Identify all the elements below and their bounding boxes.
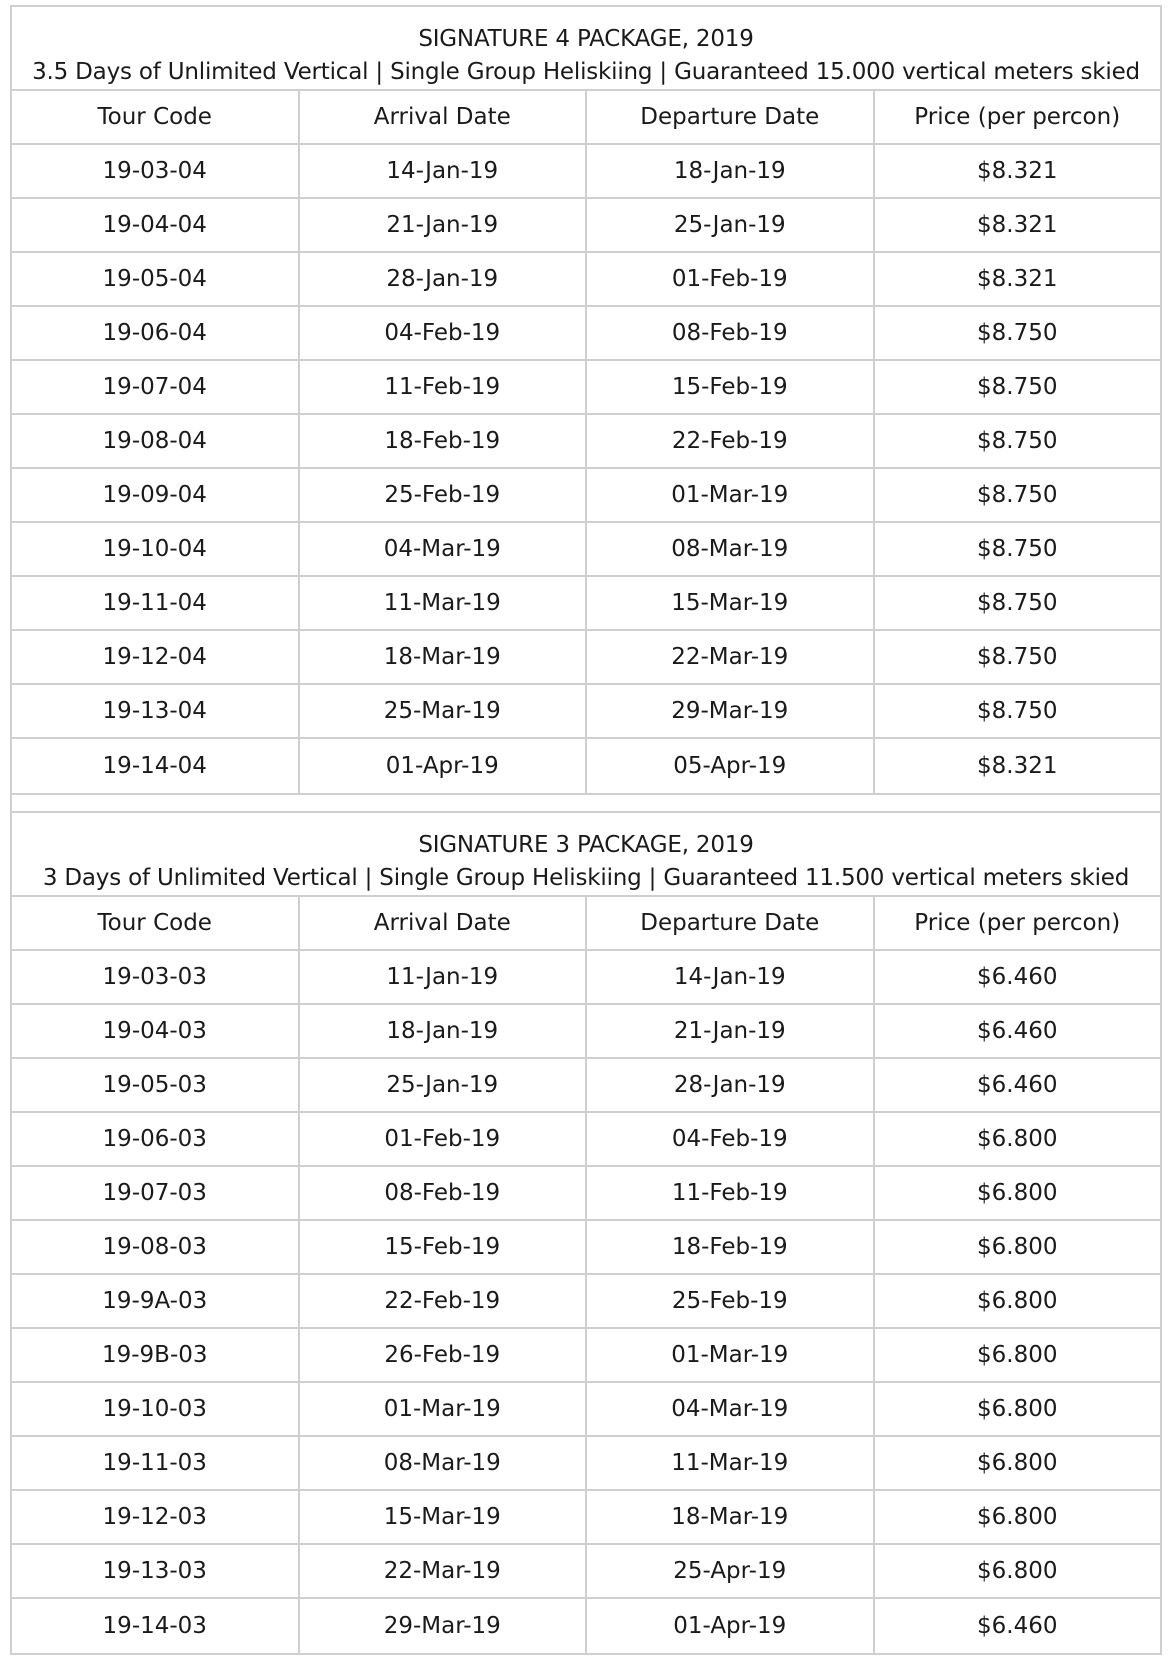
departure-date-header: Departure Date (587, 897, 875, 949)
tour-code-cell: 19-13-04 (12, 685, 300, 737)
arrival-date-cell: 18-Feb-19 (300, 415, 588, 467)
tour-code-cell: 19-10-03 (12, 1383, 300, 1435)
arrival-date-cell: 22-Feb-19 (300, 1275, 588, 1327)
price-cell: $8.750 (977, 536, 1058, 562)
tour-code-cell: 19-07-03 (12, 1167, 300, 1219)
arrival-date-cell: 11-Jan-19 (300, 951, 588, 1003)
arrival-date-cell: 26-Feb-19 (300, 1329, 588, 1381)
arrival-date-cell: 25-Feb-19 (300, 469, 588, 521)
table-row (12, 469, 1160, 523)
arrival-date-cell: 25-Mar-19 (300, 685, 588, 737)
package-table (12, 897, 1160, 1653)
table-header-row (12, 897, 1160, 951)
arrival-date-cell: 22-Mar-19 (300, 1545, 588, 1597)
table-row (12, 523, 1160, 577)
departure-date-cell: 11-Mar-19 (587, 1437, 875, 1489)
departure-date-cell: 18-Jan-19 (587, 145, 875, 197)
price-cell: $8.750 (977, 590, 1058, 616)
price-cell: $8.750 (977, 482, 1058, 508)
table-row (12, 1491, 1160, 1545)
arrival-date-cell: 01-Apr-19 (300, 739, 588, 793)
table-row (12, 361, 1160, 415)
price-cell: $8.321 (977, 266, 1058, 292)
price-cell: $8.750 (977, 698, 1058, 724)
departure-date-cell: 25-Apr-19 (587, 1545, 875, 1597)
arrival-date-cell: 21-Jan-19 (300, 199, 588, 251)
arrival-date-cell: 25-Jan-19 (300, 1059, 588, 1111)
package-title: SIGNATURE 4 PACKAGE, 2019 (418, 26, 754, 52)
arrival-date-cell: 11-Mar-19 (300, 577, 588, 629)
tour-code-cell: 19-03-04 (12, 145, 300, 197)
tour-code-cell: 19-9B-03 (12, 1329, 300, 1381)
package-table (12, 91, 1160, 793)
price-cell: $6.800 (977, 1558, 1058, 1584)
package-subtitle: 3 Days of Unlimited Vertical | Single Group Heliskiing | Guaranteed 11.500 vertical meters skied (42, 865, 1130, 891)
price-cell: $6.460 (977, 964, 1058, 990)
price-cell: $8.750 (977, 644, 1058, 670)
tour-code-cell: 19-14-03 (12, 1599, 300, 1653)
table-row (12, 253, 1160, 307)
price-cell: $6.800 (977, 1126, 1058, 1152)
price-cell: $6.800 (977, 1180, 1058, 1206)
table-row (12, 415, 1160, 469)
arrival-date-cell: 11-Feb-19 (300, 361, 588, 413)
tour-code-cell: 19-12-03 (12, 1491, 300, 1543)
departure-date-cell: 15-Feb-19 (587, 361, 875, 413)
departure-date-cell: 25-Jan-19 (587, 199, 875, 251)
table-row (12, 1383, 1160, 1437)
price-cell: $6.460 (977, 1613, 1058, 1639)
tour-code-cell: 19-9A-03 (12, 1275, 300, 1327)
table-row (12, 1599, 1160, 1653)
departure-date-cell: 18-Feb-19 (587, 1221, 875, 1273)
package-title: SIGNATURE 3 PACKAGE, 2019 (418, 832, 754, 858)
table-row (12, 1221, 1160, 1275)
arrival-date-cell: 08-Feb-19 (300, 1167, 588, 1219)
table-row (12, 1437, 1160, 1491)
departure-date-cell: 22-Feb-19 (587, 415, 875, 467)
table-row (12, 685, 1160, 739)
price-header: Price (per percon) (914, 104, 1121, 130)
arrival-date-cell: 01-Feb-19 (300, 1113, 588, 1165)
signature-4-package (12, 7, 1160, 793)
arrival-date-header: Arrival Date (300, 91, 588, 143)
arrival-date-cell: 18-Jan-19 (300, 1005, 588, 1057)
price-cell: $6.800 (977, 1288, 1058, 1314)
table-row (12, 1545, 1160, 1599)
tour-code-cell: 19-13-03 (12, 1545, 300, 1597)
departure-date-cell: 01-Mar-19 (587, 1329, 875, 1381)
arrival-date-cell: 28-Jan-19 (300, 253, 588, 305)
departure-date-cell: 22-Mar-19 (587, 631, 875, 683)
table-row (12, 307, 1160, 361)
arrival-date-cell: 04-Mar-19 (300, 523, 588, 575)
price-cell: $6.800 (977, 1450, 1058, 1476)
departure-date-cell: 01-Apr-19 (587, 1599, 875, 1653)
tour-code-cell: 19-11-03 (12, 1437, 300, 1489)
tour-code-cell: 19-11-04 (12, 577, 300, 629)
table-row (12, 1167, 1160, 1221)
table-row (12, 577, 1160, 631)
table-row (12, 145, 1160, 199)
price-cell: $8.321 (977, 158, 1058, 184)
tour-code-cell: 19-04-04 (12, 199, 300, 251)
tour-code-header: Tour Code (12, 897, 300, 949)
tour-code-cell: 19-10-04 (12, 523, 300, 575)
table-row (12, 1113, 1160, 1167)
tour-code-cell: 19-03-03 (12, 951, 300, 1003)
tour-code-cell: 19-06-04 (12, 307, 300, 359)
arrival-date-cell: 08-Mar-19 (300, 1437, 588, 1489)
table-row (12, 1329, 1160, 1383)
departure-date-cell: 01-Mar-19 (587, 469, 875, 521)
departure-date-cell: 11-Feb-19 (587, 1167, 875, 1219)
departure-date-cell: 04-Feb-19 (587, 1113, 875, 1165)
table-row (12, 951, 1160, 1005)
price-header: Price (per percon) (914, 910, 1121, 936)
tour-code-cell: 19-05-04 (12, 253, 300, 305)
departure-date-cell: 14-Jan-19 (587, 951, 875, 1003)
arrival-date-header: Arrival Date (300, 897, 588, 949)
tour-code-cell: 19-06-03 (12, 1113, 300, 1165)
arrival-date-cell: 18-Mar-19 (300, 631, 588, 683)
table-header-row (12, 91, 1160, 145)
package-subtitle: 3.5 Days of Unlimited Vertical | Single Group Heliskiing | Guaranteed 15.000 vertical meters skied (32, 59, 1140, 85)
departure-date-cell: 29-Mar-19 (587, 685, 875, 737)
price-cell: $6.800 (977, 1396, 1058, 1422)
tour-code-cell: 19-12-04 (12, 631, 300, 683)
table-row (12, 199, 1160, 253)
departure-date-cell: 25-Feb-19 (587, 1275, 875, 1327)
table-row (12, 1059, 1160, 1113)
arrival-date-cell: 15-Feb-19 (300, 1221, 588, 1273)
price-cell: $6.800 (977, 1342, 1058, 1368)
price-cell: $6.800 (977, 1504, 1058, 1530)
tour-code-cell: 19-07-04 (12, 361, 300, 413)
arrival-date-cell: 15-Mar-19 (300, 1491, 588, 1543)
departure-date-cell: 18-Mar-19 (587, 1491, 875, 1543)
arrival-date-cell: 29-Mar-19 (300, 1599, 588, 1653)
price-cell: $8.750 (977, 428, 1058, 454)
table-row (12, 1005, 1160, 1059)
table-row (12, 631, 1160, 685)
pricing-sheet (10, 5, 1162, 1655)
departure-date-cell: 08-Feb-19 (587, 307, 875, 359)
package-divider (12, 793, 1160, 813)
departure-date-cell: 15-Mar-19 (587, 577, 875, 629)
tour-code-cell: 19-08-03 (12, 1221, 300, 1273)
table-row (12, 1275, 1160, 1329)
departure-date-cell: 05-Apr-19 (587, 739, 875, 793)
price-cell: $8.750 (977, 374, 1058, 400)
price-cell: $8.750 (977, 320, 1058, 346)
signature-3-package (12, 813, 1160, 1653)
tour-code-header: Tour Code (12, 91, 300, 143)
departure-date-cell: 08-Mar-19 (587, 523, 875, 575)
tour-code-cell: 19-14-04 (12, 739, 300, 793)
arrival-date-cell: 01-Mar-19 (300, 1383, 588, 1435)
price-cell: $8.321 (977, 753, 1058, 779)
departure-date-cell: 04-Mar-19 (587, 1383, 875, 1435)
table-row (12, 739, 1160, 793)
package-header (12, 7, 1160, 91)
price-cell: $6.460 (977, 1072, 1058, 1098)
price-cell: $6.800 (977, 1234, 1058, 1260)
tour-code-cell: 19-09-04 (12, 469, 300, 521)
arrival-date-cell: 14-Jan-19 (300, 145, 588, 197)
price-cell: $8.321 (977, 212, 1058, 238)
tour-code-cell: 19-04-03 (12, 1005, 300, 1057)
tour-code-cell: 19-08-04 (12, 415, 300, 467)
departure-date-cell: 21-Jan-19 (587, 1005, 875, 1057)
departure-date-header: Departure Date (587, 91, 875, 143)
arrival-date-cell: 04-Feb-19 (300, 307, 588, 359)
tour-code-cell: 19-05-03 (12, 1059, 300, 1111)
departure-date-cell: 01-Feb-19 (587, 253, 875, 305)
price-cell: $6.460 (977, 1018, 1058, 1044)
package-header (12, 813, 1160, 897)
departure-date-cell: 28-Jan-19 (587, 1059, 875, 1111)
